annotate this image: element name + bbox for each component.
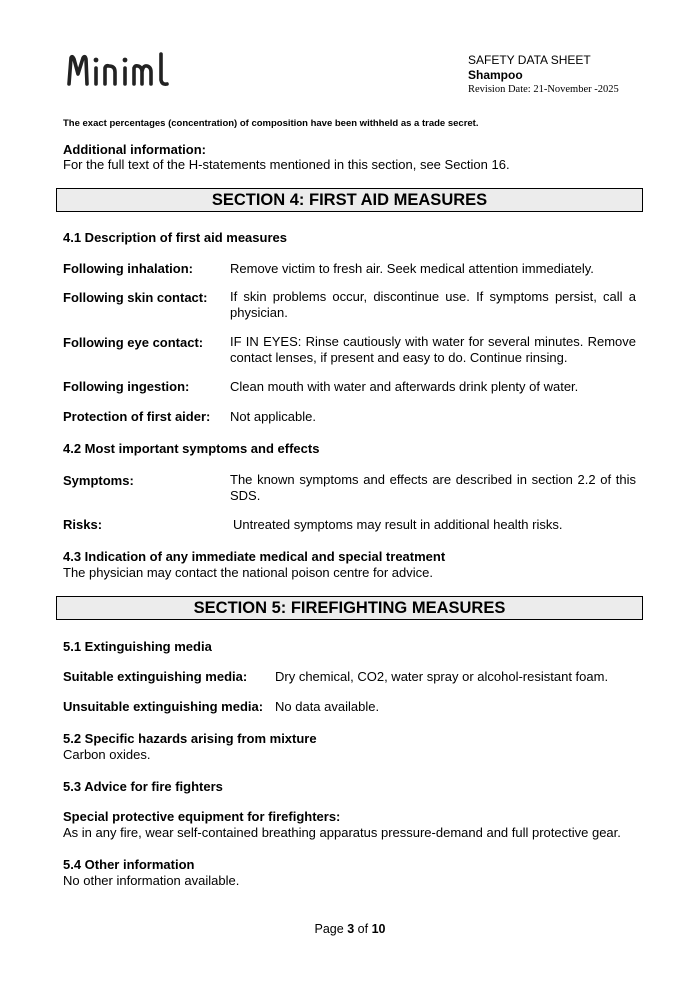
total-pages: 10 bbox=[371, 922, 386, 936]
s53-heading: 5.3 Advice for fire fighters bbox=[63, 779, 223, 794]
current-page: 3 bbox=[347, 922, 355, 936]
s51-heading: 5.1 Extinguishing media bbox=[63, 639, 212, 654]
revision-date: Revision Date: 21-November -2025 bbox=[468, 84, 619, 95]
s54-heading: 5.4 Other information bbox=[63, 857, 195, 872]
unsuitable-media-value: No data available. bbox=[275, 699, 380, 714]
s43-heading: 4.3 Indication of any immediate medical and special treatment bbox=[63, 549, 446, 564]
s41-heading: 4.1 Description of first aid measures bbox=[63, 230, 287, 245]
ppe-heading: Special protective equipment for firefighters: bbox=[63, 809, 341, 824]
eye-contact-value: IF IN EYES: Rinse cautiously with water for several minutes. Remove contact lenses, if present and easy to do. Continue rinsing. bbox=[230, 334, 636, 365]
additional-info-heading: Additional information: bbox=[63, 142, 206, 157]
first-aider-label: Protection of first aider: bbox=[63, 409, 211, 424]
ingestion-label: Following ingestion: bbox=[63, 379, 190, 394]
symptoms-label: Symptoms: bbox=[63, 473, 134, 488]
symptoms-value: The known symptoms and effects are described in section 2.2 of this SDS. bbox=[230, 472, 636, 503]
s43-text: The physician may contact the national poison centre for advice. bbox=[63, 565, 433, 580]
miniml-logo bbox=[66, 50, 176, 90]
risks-label: Risks: bbox=[63, 517, 103, 532]
skin-contact-value: If skin problems occur, discontinue use. If symptoms persist, call a physician. bbox=[230, 289, 636, 320]
page-number bbox=[0, 922, 700, 936]
suitable-media-label: Suitable extinguishing media: bbox=[63, 669, 248, 684]
inhalation-value: Remove victim to fresh air. Seek medical attention immediately. bbox=[230, 261, 594, 276]
of-word: of bbox=[357, 922, 369, 936]
inhalation-label: Following inhalation: bbox=[63, 261, 193, 276]
s54-text: No other information available. bbox=[63, 873, 240, 888]
section-4-title: SECTION 4: FIRST AID MEASURES bbox=[56, 188, 643, 212]
s52-text: Carbon oxides. bbox=[63, 747, 151, 762]
document-title: SAFETY DATA SHEET bbox=[468, 53, 591, 67]
page-word: Page bbox=[314, 922, 344, 936]
unsuitable-media-label: Unsuitable extinguishing media: bbox=[63, 699, 264, 714]
additional-info-text: For the full text of the H-statements mentioned in this section, see Section 16. bbox=[63, 157, 510, 172]
s52-heading: 5.2 Specific hazards arising from mixture bbox=[63, 731, 317, 746]
risks-value: Untreated symptoms may result in additional health risks. bbox=[233, 517, 563, 532]
product-name: Shampoo bbox=[468, 68, 523, 82]
s42-heading: 4.2 Most important symptoms and effects bbox=[63, 441, 320, 456]
trade-secret-note: The exact percentages (concentration) of composition have been withheld as a trade secret. bbox=[63, 118, 479, 129]
eye-contact-label: Following eye contact: bbox=[63, 335, 204, 350]
suitable-media-value: Dry chemical, CO2, water spray or alcohol-resistant foam. bbox=[275, 669, 609, 684]
ingestion-value: Clean mouth with water and afterwards drink plenty of water. bbox=[230, 379, 579, 394]
first-aider-value: Not applicable. bbox=[230, 409, 316, 424]
ppe-text: As in any fire, wear self-contained breathing apparatus pressure-demand and full protective gear. bbox=[63, 825, 621, 840]
section-5-title: SECTION 5: FIREFIGHTING MEASURES bbox=[56, 596, 643, 620]
skin-contact-label: Following skin contact: bbox=[63, 290, 208, 305]
